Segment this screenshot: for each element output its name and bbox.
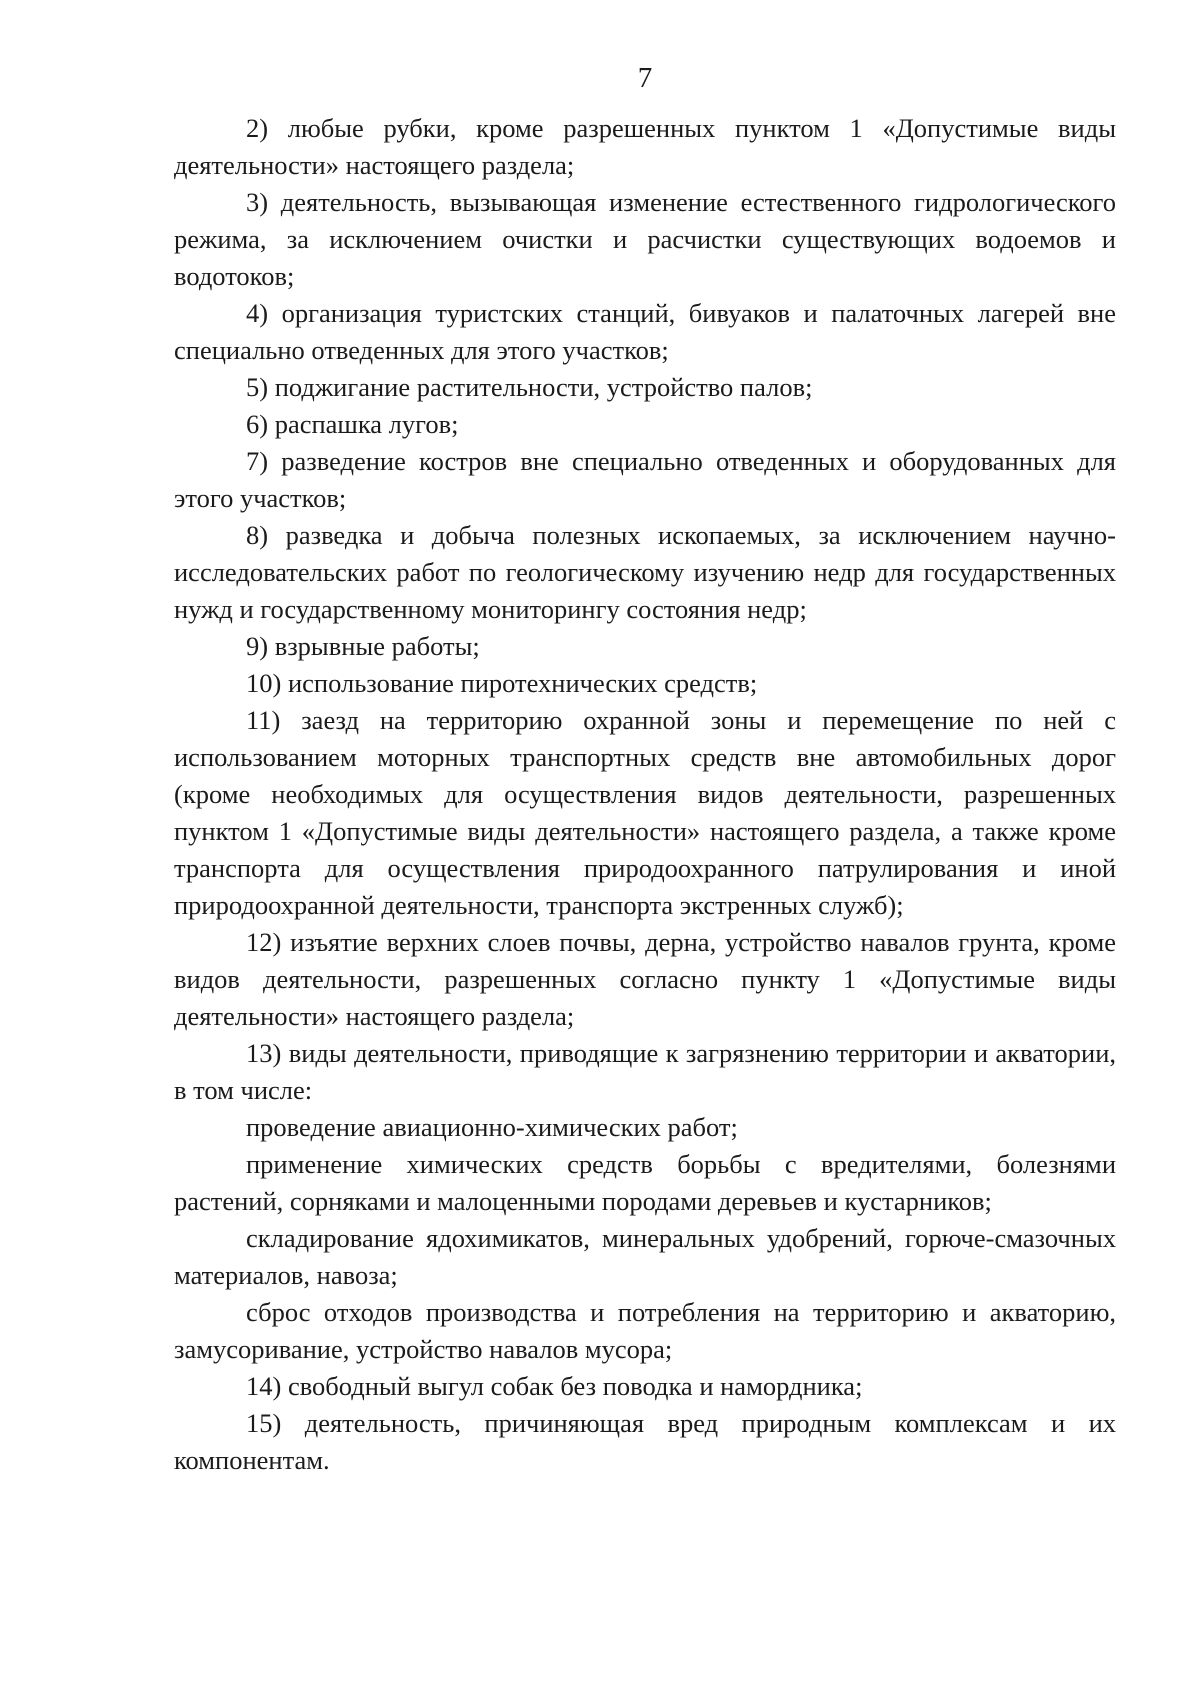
page-number: 7	[637, 62, 653, 94]
list-item-9: 9) взрывные работы;	[246, 631, 480, 661]
document-body	[174, 110, 1116, 1479]
list-item-11: 11) заезд на территорию охранной зоны и перемещение по ней с использованием моторных транспортных средств вне автомобильных дорог (кроме необходимых для осуществления видов деятельности, разрешенных пунктом 1 «Допустимые виды деятельности» настоящего раздела, а также кроме транспорта для осуществления природоохранного патрулирования и иной природоохранной деятельности, транспорта экстренных служб);	[174, 705, 1116, 920]
list-item-12: 12) изъятие верхних слоев почвы, дерна, устройство навалов грунта, кроме видов деятельности, разрешенных согласно пункту 1 «Допустимые виды деятельности» настоящего раздела;	[174, 927, 1116, 1031]
list-item-14: 14) свободный выгул собак без поводка и намордника;	[246, 1371, 863, 1401]
list-item-7: 7) разведение костров вне специально отведенных и оборудованных для этого участков;	[174, 446, 1116, 513]
sub-item-storage: складирование ядохимикатов, минеральных удобрений, горюче-смазочных материалов, навоза;	[174, 1223, 1116, 1290]
sub-item-aviation-chemical: проведение авиационно-химических работ;	[246, 1112, 738, 1142]
list-item-8: 8) разведка и добыча полезных ископаемых, за исключением научно-исследовательских работ по геологическому изучению недр для государственных нужд и государственному мониторингу состояния недр;	[174, 520, 1116, 624]
list-item-5: 5) поджигание растительности, устройство палов;	[246, 372, 813, 402]
list-item-15: 15) деятельность, причиняющая вред природным комплексам и их компонентам.	[174, 1408, 1116, 1475]
sub-item-waste-discharge: сброс отходов производства и потребления на территорию и акваторию, замусоривание, устройство навалов мусора;	[174, 1297, 1116, 1364]
list-item-3: 3) деятельность, вызывающая изменение естественного гидрологического режима, за исключением очистки и расчистки существующих водоемов и водотоков;	[174, 187, 1116, 291]
list-item-10: 10) использование пиротехнических средств;	[246, 668, 758, 698]
list-item-13: 13) виды деятельности, приводящие к загрязнению территории и акватории, в том числе:	[174, 1038, 1116, 1105]
list-item-2: 2) любые рубки, кроме разрешенных пунктом 1 «Допустимые виды деятельности» настоящего раздела;	[174, 113, 1116, 180]
list-item-4: 4) организация туристских станций, бивуаков и палаточных лагерей вне специально отведенных для этого участков;	[174, 298, 1116, 365]
sub-item-chemical-pest-control: применение химических средств борьбы с вредителями, болезнями растений, сорняками и малоценными породами деревьев и кустарников;	[174, 1149, 1116, 1216]
list-item-6: 6) распашка лугов;	[246, 409, 459, 439]
